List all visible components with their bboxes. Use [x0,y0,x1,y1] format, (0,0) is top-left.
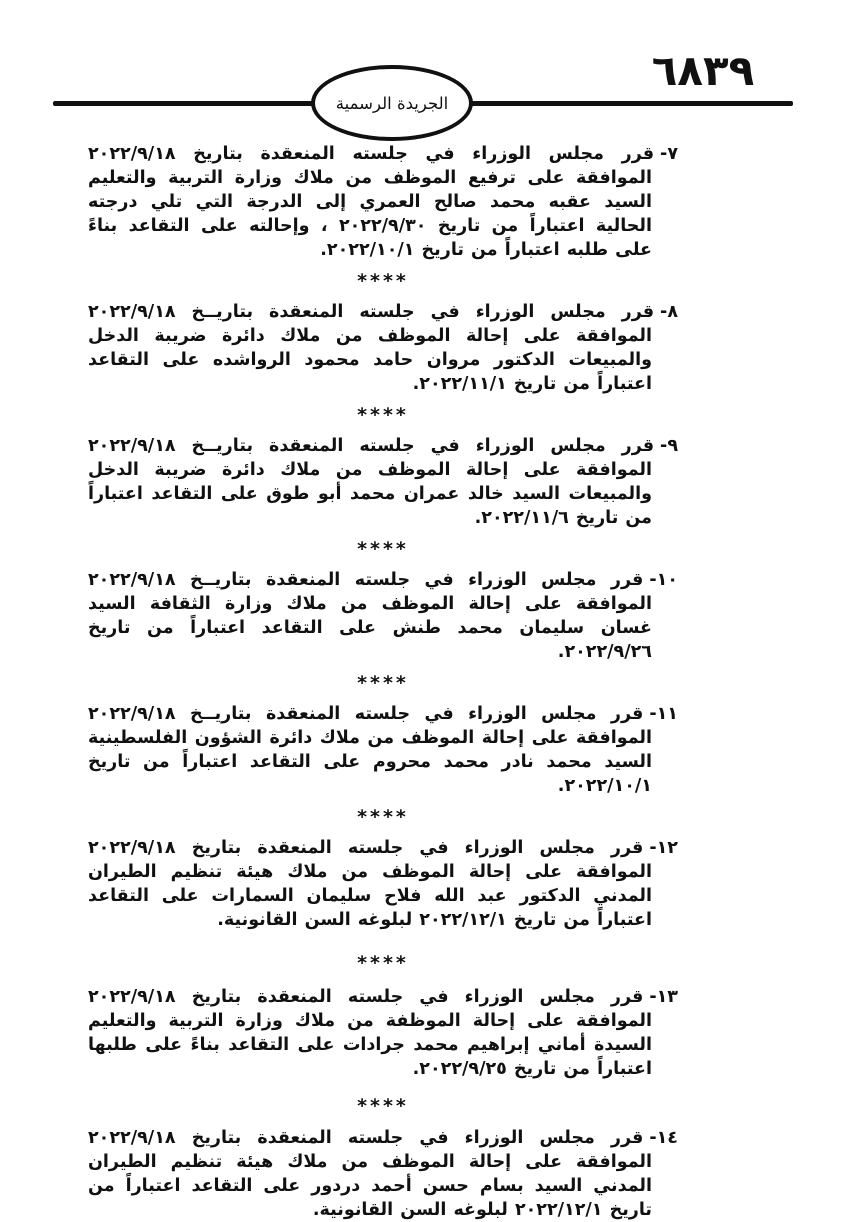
decision-number: ١١- [649,704,678,724]
decision-text: قرر مجلس الوزراء في جلسته المنعقدة بتاريــخ ٢٠٢٢/٩/١٨ الموافقة على إحالة الموظف من ملاك دائرة ضريبة الدخل والمبيعات الدكتور مروان حامد محمود الرواشده على التقاعد اعتباراً من تاريخ ٢٠٢٢/١١/١. [88,302,655,394]
decisions-list [88,142,678,1222]
decision-text: قرر مجلس الوزراء في جلسته المنعقدة بتاريخ ٢٠٢٢/٩/١٨ الموافقة على إحالة الموظف من ملاك هيئة تنظيم الطيران المدني السيد بسام حسن أحمد دردور على التقاعد اعتباراً من تاريخ ٢٠٢٢/١٢/١ لبلوغه السن القانونية. [88,1128,652,1220]
decision-separator: **** [357,404,409,426]
decision-number: ٧- [660,144,678,164]
gazette-title-badge [311,65,473,141]
decision-text: قرر مجلس الوزراء في جلسته المنعقدة بتاريخ ٢٠٢٢/٩/١٨ الموافقة على إحالة الموظف من ملاك هيئة تنظيم الطيران المدني الدكتور عبد الله فلاح سليمان السمارات على التقاعد اعتباراً من تاريخ ٢٠٢٢/١٢/١ لبلوغه السن القانونية. [88,838,652,930]
decision-item-7 [88,142,678,262]
decision-item-9 [88,434,678,530]
decision-text: قرر مجلس الوزراء في جلسته المنعقدة بتاريخ ٢٠٢٢/٩/١٨ الموافقة على إحالة الموظفة من ملاك وزارة التربية والتعليم السيدة أماني إبراهيم محمد جرادات على التقاعد بناءً على طلبها اعتباراً من تاريخ ٢٠٢٢/٩/٢٥. [88,987,652,1079]
decision-separator: **** [357,952,409,974]
decision-separator: **** [357,270,409,292]
decision-text: قرر مجلس الوزراء في جلسته المنعقدة بتاريخ ٢٠٢٢/٩/١٨ الموافقة على ترفيع الموظف من ملاك وزارة التربية والتعليم السيد عقبه محمد صالح العمري إلى الدرجة التي تلي درجته الحالية اعتباراً من تاريخ ٢٠٢٢/٩/٣٠ ، وإحالته على التقاعد بناءً على طلبه اعتباراً من تاريخ ٢٠٢٢/١٠/١. [88,144,655,260]
decision-separator: **** [357,672,409,694]
decision-item-13 [88,985,678,1081]
decision-number: ١٤- [649,1128,678,1148]
decision-number: ١٣- [649,987,678,1007]
decision-number: ١٢- [649,838,678,858]
gazette-title: الجريدة الرسمية [335,93,449,113]
page-number: ٦٨٣٩ [651,46,755,95]
decision-item-8 [88,300,678,396]
decision-number: ٨- [660,302,678,322]
decision-item-12 [88,836,678,932]
decision-number: ٩- [660,436,678,456]
decision-item-14 [88,1126,678,1222]
decision-item-11 [88,702,678,798]
decision-text: قرر مجلس الوزراء في جلسته المنعقدة بتاريــخ ٢٠٢٢/٩/١٨ الموافقة على إحالة الموظف من ملاك دائرة الشؤون الفلسطينية السيد محمد نادر محمد محروم على التقاعد اعتباراً من تاريخ ٢٠٢٢/١٠/١. [88,704,652,796]
decision-separator: **** [357,806,409,828]
decision-text: قرر مجلس الوزراء في جلسته المنعقدة بتاريــخ ٢٠٢٢/٩/١٨ الموافقة على إحالة الموظف من ملاك دائرة ضريبة الدخل والمبيعات السيد خالد عمران محمد أبو طوق على التقاعد اعتباراً من تاريخ ٢٠٢٢/١١/٦. [88,436,655,528]
decision-item-10 [88,568,678,664]
decision-separator: **** [357,1095,409,1117]
decision-text: قرر مجلس الوزراء في جلسته المنعقدة بتاريــخ ٢٠٢٢/٩/١٨ الموافقة على إحالة الموظف من ملاك وزارة الثقافة السيد غسان سليمان محمد طنش على التقاعد اعتباراً من تاريخ ٢٠٢٢/٩/٢٦. [88,570,652,662]
decision-number: ١٠- [649,570,678,590]
decision-separator: **** [357,538,409,560]
